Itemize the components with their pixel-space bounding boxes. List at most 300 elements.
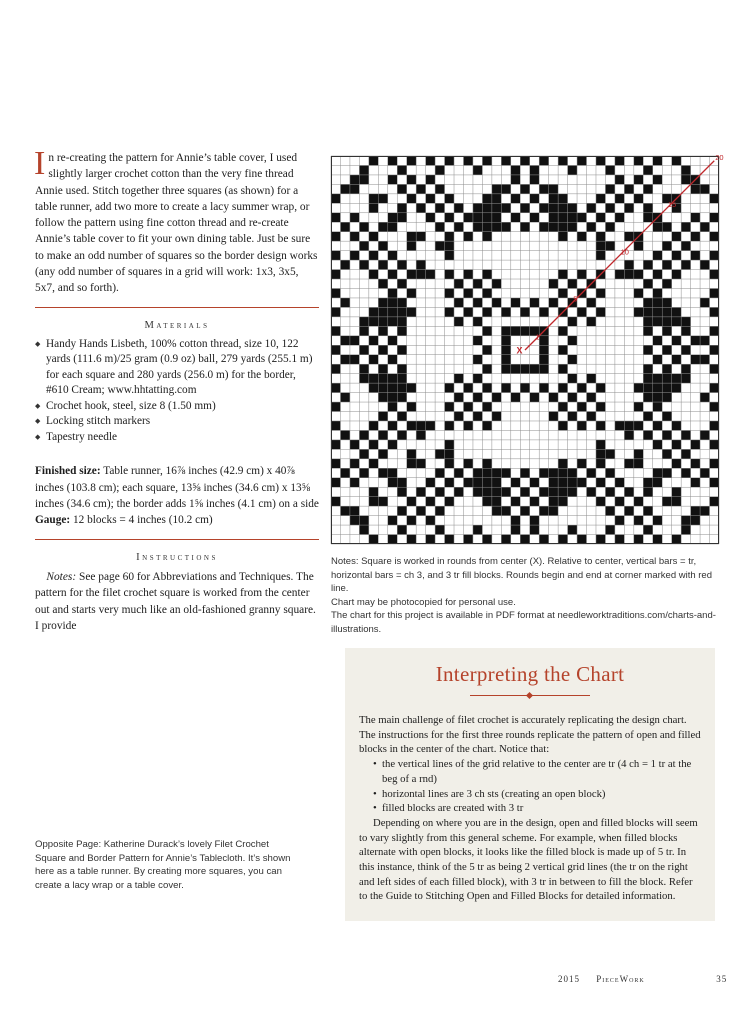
filled-block — [426, 421, 435, 430]
filled-block — [653, 156, 662, 165]
filled-block — [426, 270, 435, 279]
filled-block — [577, 478, 586, 487]
filled-block — [482, 535, 491, 544]
filled-block — [662, 307, 671, 316]
filled-block — [426, 497, 435, 506]
filled-block — [643, 165, 652, 174]
filled-block — [501, 364, 510, 373]
sidebar-bullet: • filled blocks are created with 3 tr — [373, 801, 701, 816]
filled-block — [473, 213, 482, 222]
filled-block — [605, 449, 614, 458]
filled-block — [445, 288, 454, 297]
filled-block — [445, 421, 454, 430]
filled-block — [596, 194, 605, 203]
filled-block — [662, 468, 671, 477]
filled-block — [568, 487, 577, 496]
filled-block — [643, 326, 652, 335]
filled-block — [435, 165, 444, 174]
filled-block — [653, 440, 662, 449]
filled-block — [634, 241, 643, 250]
filled-block — [710, 194, 719, 203]
gauge-label: Gauge: — [35, 514, 71, 527]
filled-block — [624, 421, 633, 430]
filled-block — [587, 203, 596, 212]
filled-block — [653, 317, 662, 326]
filled-block — [672, 355, 681, 364]
filled-block — [492, 478, 501, 487]
filled-block — [634, 288, 643, 297]
filled-block — [473, 165, 482, 174]
filled-block — [492, 203, 501, 212]
filled-block — [511, 516, 520, 525]
filled-block — [454, 298, 463, 307]
filled-block — [653, 251, 662, 260]
filled-block — [473, 412, 482, 421]
filled-block — [662, 298, 671, 307]
filled-block — [653, 298, 662, 307]
filled-block — [463, 383, 472, 392]
filled-block — [615, 194, 624, 203]
filled-block — [359, 326, 368, 335]
filled-block — [369, 383, 378, 392]
filled-block — [397, 383, 406, 392]
filled-block — [435, 487, 444, 496]
filled-block — [539, 364, 548, 373]
filled-block — [587, 468, 596, 477]
filled-block — [350, 478, 359, 487]
footer-magazine: PieceWork — [596, 974, 645, 984]
filled-block — [691, 232, 700, 241]
filled-block — [463, 270, 472, 279]
filled-block — [350, 175, 359, 184]
center-marker: X — [516, 345, 523, 356]
filled-block — [624, 270, 633, 279]
filled-block — [378, 449, 387, 458]
filled-block — [340, 393, 349, 402]
filled-block — [331, 307, 340, 316]
finished-size-label: Finished size: — [35, 465, 101, 478]
filled-block — [681, 345, 690, 354]
filled-block — [605, 487, 614, 496]
filled-block — [445, 497, 454, 506]
filled-block — [388, 288, 397, 297]
filled-block — [530, 175, 539, 184]
filled-block — [511, 298, 520, 307]
filled-block — [369, 535, 378, 544]
filled-block — [331, 345, 340, 354]
filled-block — [482, 203, 491, 212]
filled-block — [359, 430, 368, 439]
filled-block — [378, 430, 387, 439]
filled-block — [672, 336, 681, 345]
filled-block — [710, 232, 719, 241]
filled-block — [672, 421, 681, 430]
filled-block — [397, 317, 406, 326]
gauge-text: 12 blocks = 4 inches (10.2 cm) — [70, 514, 213, 527]
filled-block — [539, 383, 548, 392]
filled-block — [492, 279, 501, 288]
filled-block — [501, 326, 510, 335]
chart-notes-line: Chart may be photocopied for personal use. — [331, 596, 516, 608]
sidebar-ornament — [470, 693, 590, 699]
filled-block — [587, 298, 596, 307]
filled-block — [340, 260, 349, 269]
materials-list — [35, 337, 319, 446]
filled-block — [445, 402, 454, 411]
filled-block — [482, 307, 491, 316]
filled-block — [473, 336, 482, 345]
filled-block — [700, 222, 709, 231]
filled-block — [378, 317, 387, 326]
filled-block — [577, 232, 586, 241]
filled-block — [501, 336, 510, 345]
filled-block — [615, 270, 624, 279]
filled-block — [492, 194, 501, 203]
filled-block — [558, 478, 567, 487]
filled-block — [672, 307, 681, 316]
filled-block — [558, 156, 567, 165]
filled-block — [549, 412, 558, 421]
filled-block — [482, 232, 491, 241]
filled-block — [672, 535, 681, 544]
filled-block — [539, 336, 548, 345]
filled-block — [634, 535, 643, 544]
instructions-notes-label: Notes: — [46, 570, 77, 583]
filled-block — [558, 364, 567, 373]
filled-block — [397, 203, 406, 212]
filled-block — [501, 156, 510, 165]
filled-block — [700, 506, 709, 515]
filled-block — [710, 383, 719, 392]
filled-block — [511, 525, 520, 534]
filled-block — [482, 364, 491, 373]
filled-block — [463, 421, 472, 430]
filled-block — [463, 156, 472, 165]
filled-block — [710, 326, 719, 335]
filled-block — [587, 317, 596, 326]
filled-block — [482, 345, 491, 354]
filled-block — [539, 184, 548, 193]
filled-block — [672, 317, 681, 326]
filled-block — [350, 516, 359, 525]
filled-block — [681, 525, 690, 534]
round-label: 15 — [667, 200, 677, 210]
photo-caption: Opposite Page: Katherine Durack’s lovely Filet Crochet Square and Border Pattern for Annie’s Tablecloth. It’s shown here as a table runner. By creating more squares, you can create a lacy wrap or a table cover. — [35, 839, 291, 892]
filled-block — [662, 393, 671, 402]
filled-block — [539, 307, 548, 316]
filled-block — [388, 175, 397, 184]
filled-block — [482, 459, 491, 468]
filled-block — [691, 440, 700, 449]
filled-block — [407, 383, 416, 392]
filled-block — [710, 288, 719, 297]
filled-block — [331, 459, 340, 468]
filled-block — [539, 203, 548, 212]
filled-block — [596, 440, 605, 449]
filled-block — [369, 497, 378, 506]
filled-block — [530, 364, 539, 373]
filled-block — [662, 279, 671, 288]
filled-block — [681, 241, 690, 250]
filled-block — [454, 222, 463, 231]
filled-block — [511, 497, 520, 506]
filled-block — [388, 402, 397, 411]
filled-block — [615, 156, 624, 165]
filled-block — [482, 421, 491, 430]
filled-block — [605, 468, 614, 477]
filled-block — [643, 383, 652, 392]
filled-block — [596, 459, 605, 468]
filled-block — [397, 326, 406, 335]
filled-block — [445, 232, 454, 241]
filled-block — [435, 222, 444, 231]
filled-block — [653, 222, 662, 231]
filled-block — [596, 497, 605, 506]
filled-block — [445, 241, 454, 250]
filled-block — [416, 184, 425, 193]
filled-block — [710, 307, 719, 316]
filled-block — [416, 260, 425, 269]
filled-block — [605, 506, 614, 515]
filled-block — [653, 421, 662, 430]
materials-item: ◆ Crochet hook, steel, size 8 (1.50 mm) — [35, 399, 319, 415]
filled-block — [681, 374, 690, 383]
filled-block — [710, 402, 719, 411]
filled-block — [643, 374, 652, 383]
filled-block — [549, 203, 558, 212]
filled-block — [340, 184, 349, 193]
filled-block — [435, 525, 444, 534]
filled-block — [691, 251, 700, 260]
filled-block — [454, 412, 463, 421]
filled-block — [340, 336, 349, 345]
filled-block — [558, 402, 567, 411]
filled-block — [482, 194, 491, 203]
filled-block — [681, 430, 690, 439]
filled-block — [672, 156, 681, 165]
filled-block — [653, 175, 662, 184]
filled-block — [558, 345, 567, 354]
filled-block — [369, 487, 378, 496]
filled-block — [435, 184, 444, 193]
filled-block — [473, 222, 482, 231]
filled-block — [643, 430, 652, 439]
filled-block — [501, 506, 510, 515]
instructions-heading: Instructions — [136, 551, 218, 563]
filled-block — [568, 468, 577, 477]
filled-block — [463, 478, 472, 487]
filled-block — [369, 440, 378, 449]
filled-block — [340, 222, 349, 231]
filled-block — [681, 165, 690, 174]
gauge — [35, 512, 319, 528]
filled-block — [539, 355, 548, 364]
filled-block — [463, 402, 472, 411]
filled-block — [568, 317, 577, 326]
filled-block — [454, 203, 463, 212]
filled-block — [350, 459, 359, 468]
filled-block — [369, 203, 378, 212]
filled-block — [568, 374, 577, 383]
filled-block — [681, 317, 690, 326]
filled-block — [520, 364, 529, 373]
filled-block — [388, 355, 397, 364]
filled-block — [596, 449, 605, 458]
filled-block — [350, 213, 359, 222]
filled-block — [662, 345, 671, 354]
filled-block — [662, 364, 671, 373]
filled-block — [331, 251, 340, 260]
filled-block — [463, 535, 472, 544]
filled-block — [672, 374, 681, 383]
filled-block — [568, 525, 577, 534]
filled-block — [539, 487, 548, 496]
filled-block — [568, 213, 577, 222]
filled-block — [473, 279, 482, 288]
filled-block — [662, 241, 671, 250]
filled-block — [331, 364, 340, 373]
filled-block — [615, 421, 624, 430]
filled-block — [605, 184, 614, 193]
filled-block — [378, 326, 387, 335]
filled-block — [700, 355, 709, 364]
filled-block — [558, 497, 567, 506]
filled-block — [435, 203, 444, 212]
filled-block — [520, 222, 529, 231]
filled-block — [445, 213, 454, 222]
filled-block — [539, 345, 548, 354]
round-label: 1 — [535, 332, 540, 342]
filled-block — [388, 516, 397, 525]
filled-block — [492, 298, 501, 307]
filled-block — [662, 374, 671, 383]
filled-block — [587, 412, 596, 421]
filled-block — [388, 393, 397, 402]
filled-block — [331, 421, 340, 430]
filled-block — [407, 288, 416, 297]
filled-block — [369, 251, 378, 260]
filled-block — [359, 516, 368, 525]
filled-block — [435, 241, 444, 250]
filled-block — [615, 478, 624, 487]
filled-block — [350, 251, 359, 260]
filled-block — [691, 459, 700, 468]
filled-block — [530, 213, 539, 222]
chart-notes-line: Notes: Square is worked in rounds from center (X). Relative to center, vertical bars = tr, horizontal bars = ch 3, and 3 tr fill blocks. Rounds begin and end at corner marked with red line. — [331, 556, 713, 595]
filled-block — [634, 194, 643, 203]
filled-block — [492, 393, 501, 402]
filled-block — [520, 326, 529, 335]
filled-block — [397, 345, 406, 354]
filled-block — [672, 383, 681, 392]
filled-block — [378, 260, 387, 269]
filled-block — [672, 232, 681, 241]
filled-block — [596, 421, 605, 430]
filled-block — [549, 213, 558, 222]
filled-block — [378, 194, 387, 203]
filled-block — [605, 241, 614, 250]
filled-block — [492, 468, 501, 477]
filled-block — [501, 184, 510, 193]
filled-block — [605, 165, 614, 174]
filled-block — [596, 213, 605, 222]
filled-block — [340, 430, 349, 439]
filled-block — [397, 298, 406, 307]
filled-block — [369, 307, 378, 316]
filled-block — [416, 430, 425, 439]
filled-block — [445, 194, 454, 203]
filled-block — [624, 184, 633, 193]
filled-block — [634, 156, 643, 165]
filled-block — [463, 232, 472, 241]
filled-block — [520, 184, 529, 193]
filled-block — [473, 203, 482, 212]
filled-block — [388, 478, 397, 487]
filled-block — [501, 355, 510, 364]
filled-block — [643, 364, 652, 373]
filled-block — [596, 402, 605, 411]
filled-block — [492, 412, 501, 421]
filled-block — [596, 241, 605, 250]
filled-block — [568, 336, 577, 345]
filled-block — [388, 251, 397, 260]
filled-block — [520, 468, 529, 477]
filled-block — [710, 421, 719, 430]
filled-block — [331, 478, 340, 487]
filled-block — [350, 440, 359, 449]
filled-block — [672, 487, 681, 496]
filled-block — [369, 270, 378, 279]
filled-block — [359, 175, 368, 184]
filled-block — [350, 184, 359, 193]
filled-block — [407, 497, 416, 506]
filled-block — [568, 393, 577, 402]
filled-block — [634, 270, 643, 279]
filled-block — [426, 535, 435, 544]
round-label: 5 — [573, 294, 578, 304]
filled-block — [378, 298, 387, 307]
filled-block — [577, 307, 586, 316]
filled-block — [634, 459, 643, 468]
filled-block — [539, 535, 548, 544]
filled-block — [407, 194, 416, 203]
filled-block — [662, 412, 671, 421]
filled-block — [426, 175, 435, 184]
filled-block — [378, 412, 387, 421]
filled-block — [662, 497, 671, 506]
filled-block — [577, 402, 586, 411]
filled-block — [549, 298, 558, 307]
filled-block — [454, 393, 463, 402]
filled-block — [511, 175, 520, 184]
filled-block — [445, 251, 454, 260]
filled-block — [710, 459, 719, 468]
filled-block — [662, 326, 671, 335]
filled-block — [558, 232, 567, 241]
filled-block — [624, 232, 633, 241]
filled-block — [700, 184, 709, 193]
filled-block — [643, 213, 652, 222]
filled-block — [482, 383, 491, 392]
filled-block — [463, 288, 472, 297]
round-label: 20 — [715, 152, 724, 162]
filled-block — [407, 402, 416, 411]
filled-block — [501, 203, 510, 212]
filled-block — [672, 497, 681, 506]
filled-block — [558, 222, 567, 231]
page-footer — [558, 974, 728, 984]
filled-block — [359, 222, 368, 231]
